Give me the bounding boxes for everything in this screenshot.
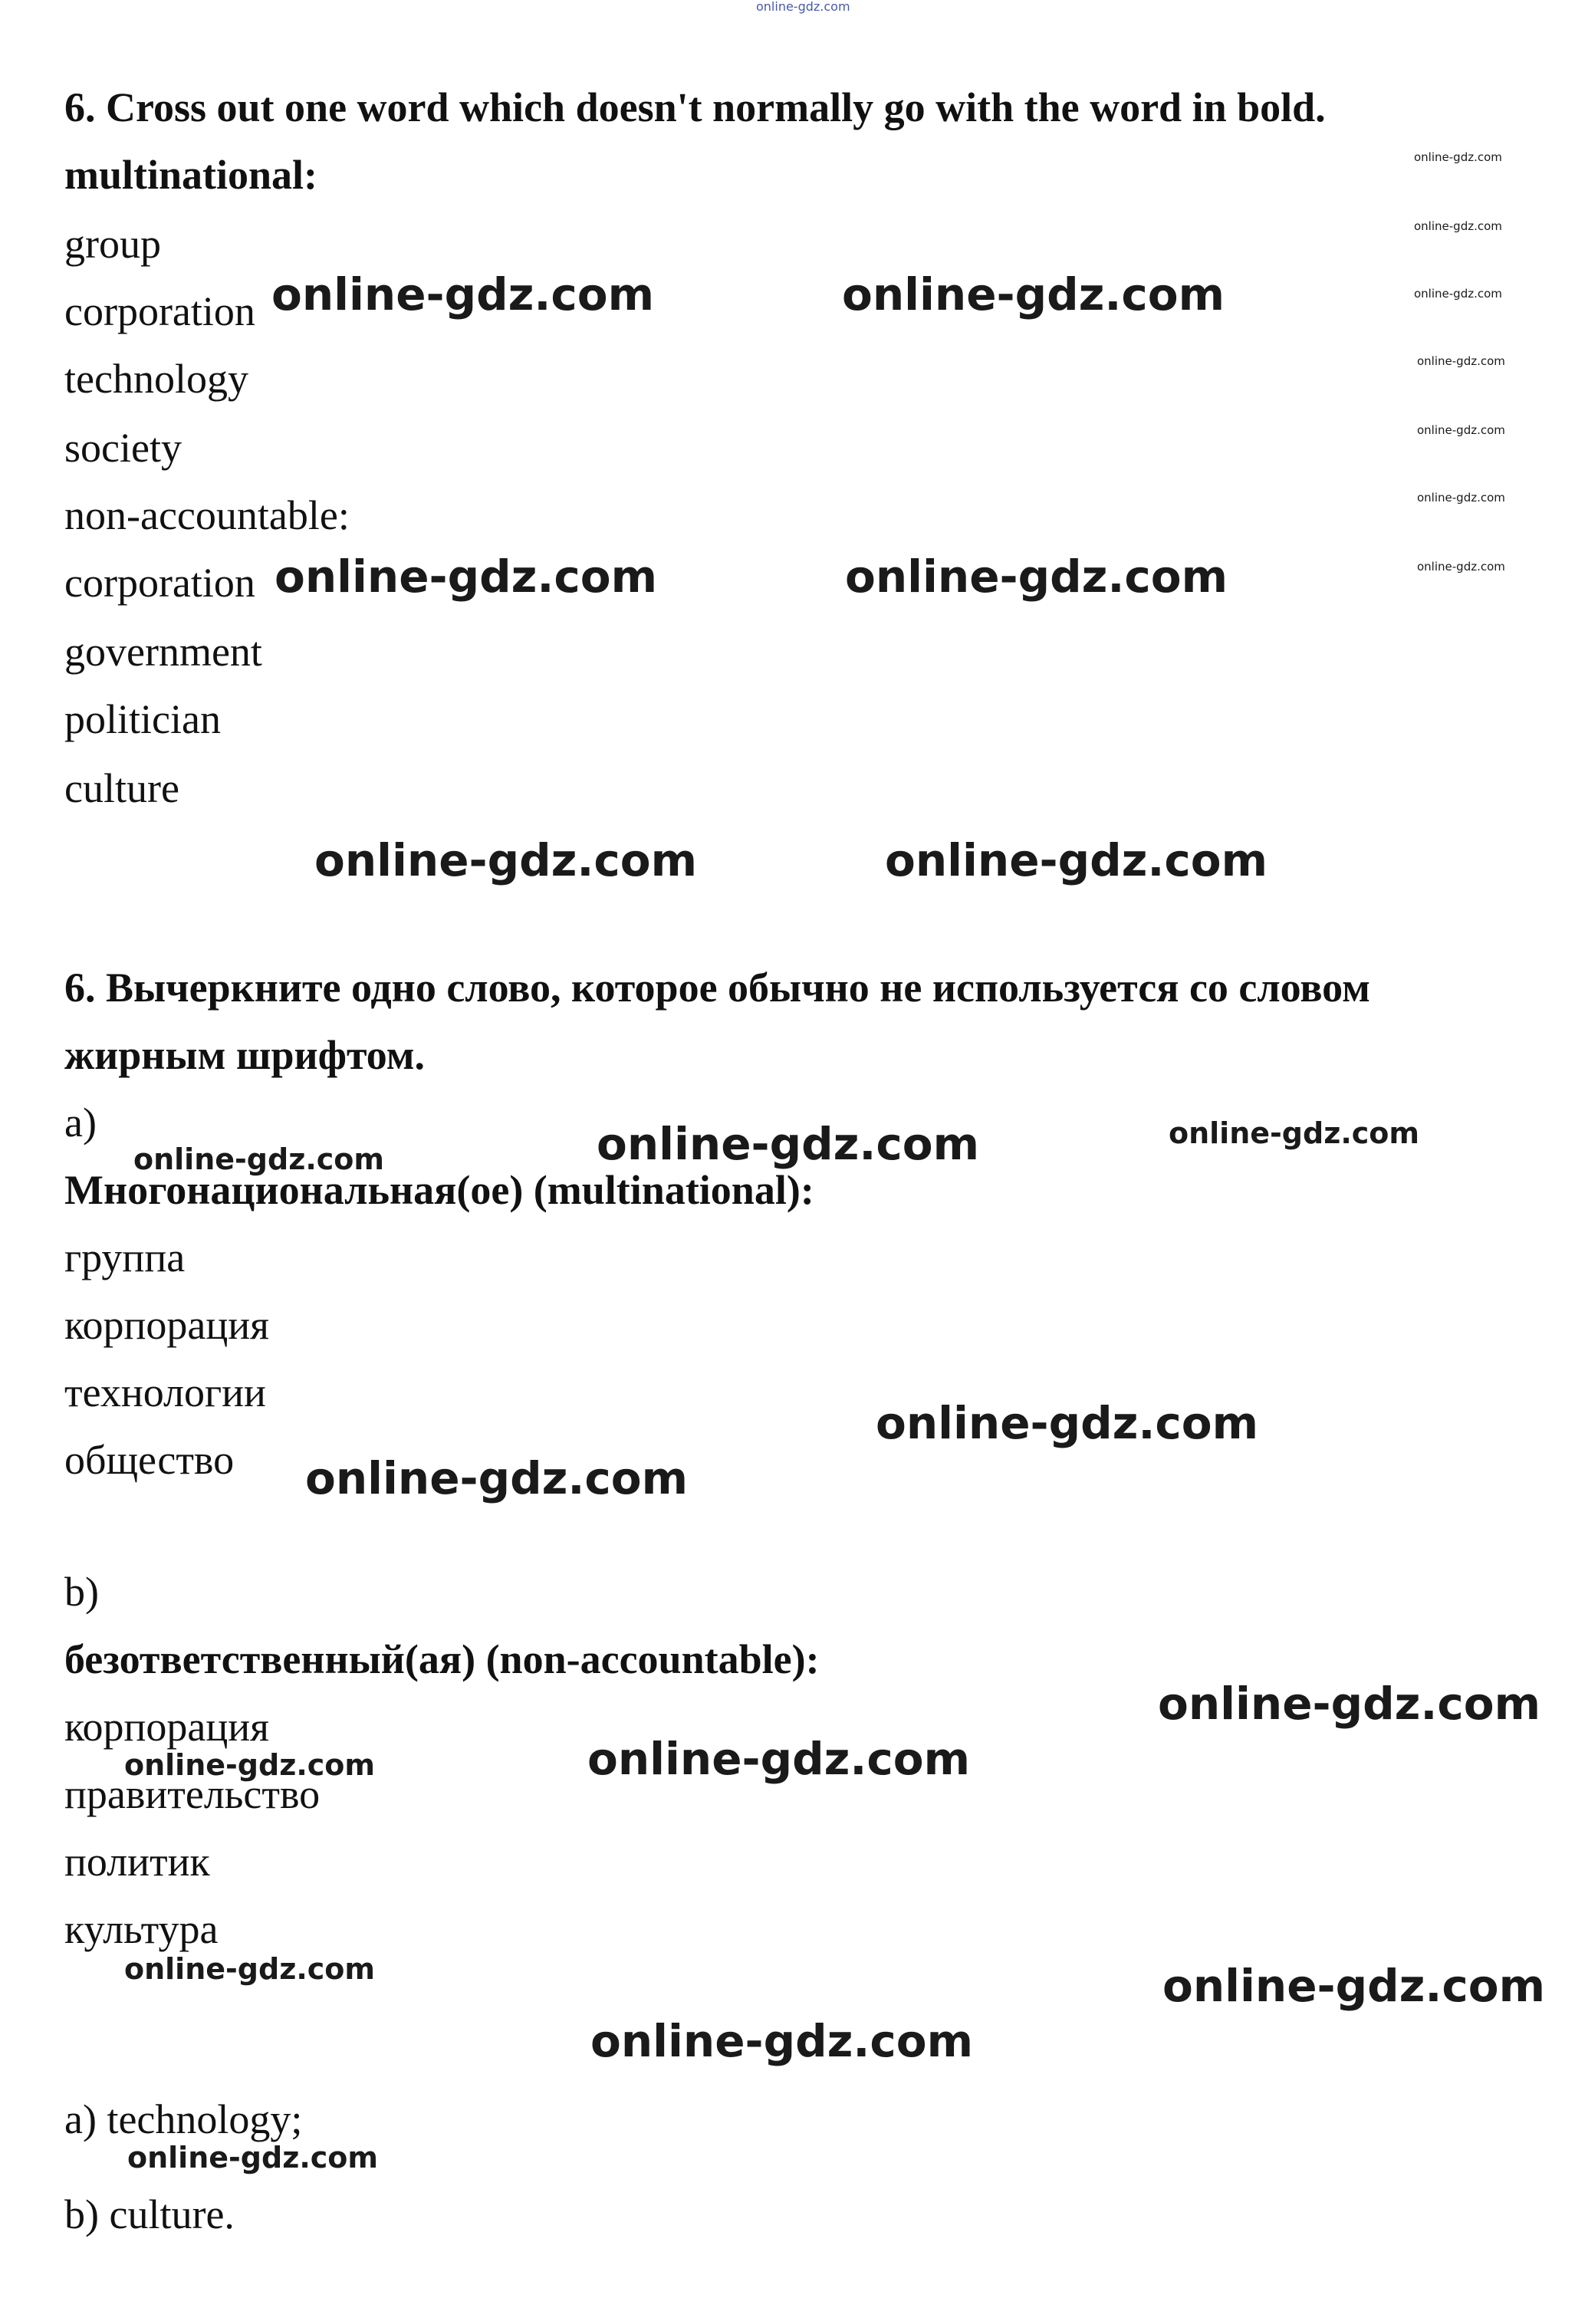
word-corporation: corporation bbox=[64, 288, 255, 334]
watermark: online-gdz.com bbox=[271, 268, 655, 320]
watermark: online-gdz.com bbox=[590, 2015, 974, 2067]
answer-b: b) culture. bbox=[64, 2191, 235, 2237]
watermark-small: online-gdz.com bbox=[133, 1142, 384, 1176]
watermark: online-gdz.com bbox=[876, 1397, 1259, 1449]
part-a-heading: Многонациональная(ое) (multinational): bbox=[64, 1167, 814, 1213]
word-group: group bbox=[64, 221, 161, 267]
answer-a: a) technology; bbox=[64, 2096, 303, 2142]
watermark-tiny: online-gdz.com bbox=[1417, 560, 1505, 574]
watermark-tiny: online-gdz.com bbox=[1414, 219, 1502, 233]
watermark-tiny: online-gdz.com bbox=[1417, 423, 1505, 437]
word-technology: technology bbox=[64, 356, 248, 402]
watermark: online-gdz.com bbox=[842, 268, 1225, 320]
multinational-heading: multinational: bbox=[64, 152, 318, 198]
word-tekhnologii: технологии bbox=[64, 1369, 266, 1415]
word-politik: политик bbox=[64, 1839, 210, 1885]
word-culture: culture bbox=[64, 765, 179, 811]
word-society: society bbox=[64, 425, 182, 471]
watermark: online-gdz.com bbox=[597, 1118, 980, 1170]
english-task-title: 6. Cross out one word which doesn't normally go with the word in bold. bbox=[64, 84, 1326, 130]
watermark-tiny: online-gdz.com bbox=[1414, 150, 1502, 164]
part-b-heading: безответственный(ая) (non-accountable): bbox=[64, 1636, 820, 1682]
watermark-small: online-gdz.com bbox=[124, 1952, 375, 1986]
watermark: online-gdz.com bbox=[1162, 1960, 1546, 2012]
watermark: online-gdz.com bbox=[275, 551, 658, 603]
watermark: online-gdz.com bbox=[845, 551, 1228, 603]
header-watermark: online-gdz.com bbox=[756, 0, 850, 14]
part-a-label: a) bbox=[64, 1100, 97, 1146]
word-kultura: культура bbox=[64, 1906, 219, 1952]
watermark-tiny: online-gdz.com bbox=[1414, 287, 1502, 301]
word-korporatsiya-2: корпорация bbox=[64, 1704, 269, 1750]
word-gruppa: группа bbox=[64, 1234, 186, 1280]
part-b-label: b) bbox=[64, 1569, 99, 1615]
watermark-tiny: online-gdz.com bbox=[1417, 354, 1505, 368]
word-pravitelstvo: правительство bbox=[64, 1771, 321, 1817]
watermark: online-gdz.com bbox=[587, 1733, 971, 1785]
word-government: government bbox=[64, 629, 262, 675]
russian-task-title-line1: 6. Вычеркните одно слово, которое обычно не используется со словом bbox=[64, 965, 1370, 1011]
watermark-small: online-gdz.com bbox=[1169, 1116, 1419, 1150]
watermark-small: online-gdz.com bbox=[127, 2141, 378, 2174]
word-politician: politician bbox=[64, 696, 221, 742]
word-korporatsiya: корпорация bbox=[64, 1302, 269, 1348]
watermark: online-gdz.com bbox=[1158, 1678, 1541, 1730]
non-accountable-heading: non-accountable: bbox=[64, 492, 350, 538]
watermark: online-gdz.com bbox=[885, 834, 1268, 886]
watermark: online-gdz.com bbox=[305, 1452, 689, 1504]
russian-task-title-line2: жирным шрифтом. bbox=[64, 1032, 426, 1078]
word-corporation-2: corporation bbox=[64, 560, 255, 606]
word-obshchestvo: общество bbox=[64, 1437, 235, 1483]
watermark: online-gdz.com bbox=[314, 834, 698, 886]
watermark-small: online-gdz.com bbox=[124, 1748, 375, 1782]
watermark-tiny: online-gdz.com bbox=[1417, 491, 1505, 505]
